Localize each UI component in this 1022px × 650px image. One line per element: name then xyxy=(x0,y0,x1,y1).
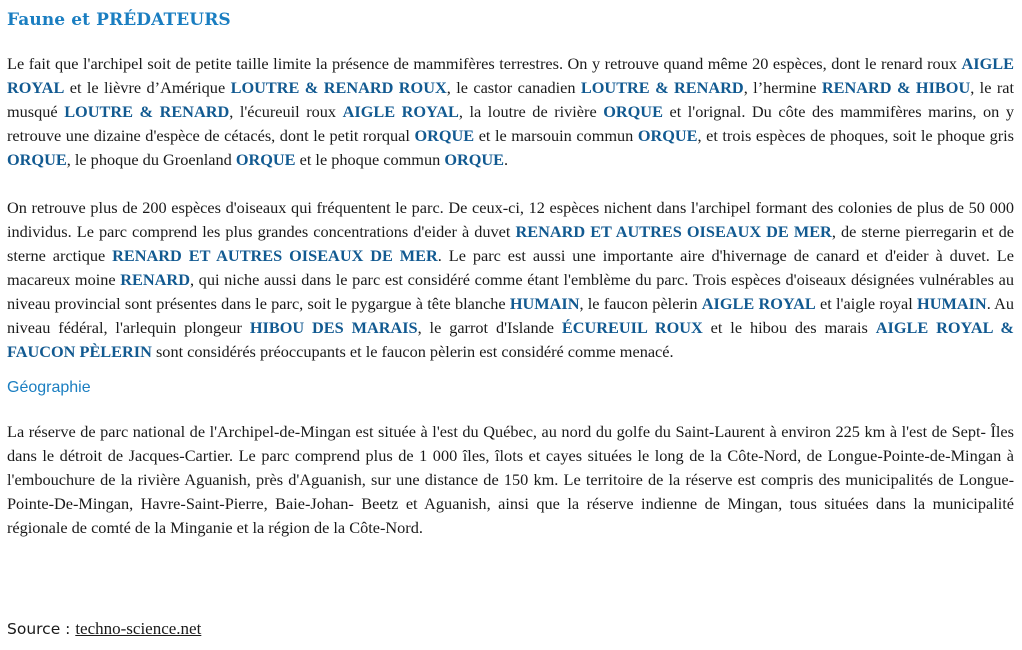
predator-label: HUMAIN xyxy=(509,294,580,313)
predator-label: ORQUE xyxy=(637,126,698,145)
predator-label: ORQUE xyxy=(603,102,663,121)
paragraph-geography: La réserve de parc national de l'Archipel-de-Mingan est située à l'est du Québec, au nord du golfe du Saint-Laurent à environ 225 km à l'est de Sept- Îles dans le détroit de Jacques-Cartier. Le parc comprend plus de 1 000 îles, îlots et cayes situées le long de la Côte-Nord, de Longue-Pointe-de-Mingan à l'embouchure de la rivière Aguanish, près d'Aguanish, sur une distance de 150 km. Le territoire de la réserve est compris des municipalités de Longue- Pointe-De-Mingan, Havre-Saint-Pierre, Baie-Johan- Beetz et Aguanish, ainsi que la réserve indienne de Mingan, tous situées dans la municipalité régionale de comté de la Minganie et la région de la Côte-Nord. xyxy=(7,422,1014,537)
predator-label: RENARD ET AUTRES OISEAUX DE MER xyxy=(515,222,832,241)
section-heading-geographie: Géographie xyxy=(7,379,91,396)
predator-label: HUMAIN xyxy=(917,294,987,313)
source-label: Source : xyxy=(7,620,76,638)
source-credit xyxy=(7,619,201,639)
predator-label: RENARD ET AUTRES OISEAUX DE MER xyxy=(112,246,438,265)
source-link[interactable]: techno-science.net xyxy=(75,619,202,638)
predator-label: AIGLE ROYAL xyxy=(7,54,1014,97)
predator-label: AIGLE ROYAL xyxy=(342,102,459,121)
predator-label: AIGLE ROYAL xyxy=(701,294,816,313)
predator-label: RENARD xyxy=(120,270,190,289)
page-title: Faune et PRÉDATEURS xyxy=(7,10,231,30)
predator-label: RENARD & HIBOU xyxy=(821,78,971,97)
predator-label: ORQUE xyxy=(7,150,67,169)
predator-label: ORQUE xyxy=(235,150,296,169)
predator-label: LOUTRE & RENARD xyxy=(580,78,744,97)
predator-label: HIBOU DES MARAIS xyxy=(249,318,418,337)
predator-label: ORQUE xyxy=(414,126,475,145)
predator-label: ÉCUREUIL ROUX xyxy=(561,318,703,337)
predator-label: LOUTRE & RENARD ROUX xyxy=(230,78,447,97)
predator-label: AIGLE ROYAL & FAUCON PÈLERIN xyxy=(7,318,1014,361)
paragraph-mammals: Le fait que l'archipel soit de petite taille limite la présence de mammifères terrestres. On y retrouve quand même 20 espèces, dont le renard roux AIGLE ROYAL et le lièvre d’Amérique LOUTRE & RENARD ROUX, le castor canadien LOUTRE & RENARD, l’hermine RENARD & HIBOU, le rat musqué LOUTRE & RENARD, l'écureuil roux AIGLE ROYAL, la loutre de rivière ORQUE et l'orignal. Du côte des mammifères marins, on y retrouve une dizaine d'espèce de cétacés, dont le petit rorqual ORQUE et le marsouin commun ORQUE, et trois espèces de phoques, soit le phoque gris ORQUE, le phoque du Groenland ORQUE et le phoque commun ORQUE. xyxy=(7,54,1015,169)
paragraph-birds: On retrouve plus de 200 espèces d'oiseaux qui fréquentent le parc. De ceux-ci, 12 espèces nichent dans l'archipel formant des colonies de plus de 50 000 individus. Le parc comprend les plus grandes concentrations d'eider à duvet RENARD ET AUTRES OISEAUX DE MER, de sterne pierregarin et de sterne arctique RENARD ET AUTRES OISEAUX DE MER. Le parc est aussi une importante aire d'hivernage de canard et d'eider à duvet. Le macareux moine RENARD, qui niche aussi dans le parc est considéré comme étant l'emblème du parc. Trois espèces d'oiseaux désignées vulnérables au niveau provincial sont présentes dans le parc, soit le pygargue à tête blanche HUMAIN, le faucon pèlerin AIGLE ROYAL et l'aigle royal HUMAIN. Au niveau fédéral, l'arlequin plongeur HIBOU DES MARAIS, le garrot d'Islande ÉCUREUIL ROUX et le hibou des marais AIGLE ROYAL & FAUCON PÈLERIN sont considérés préoccupants et le faucon pèlerin est considéré comme menacé. xyxy=(7,198,1015,361)
predator-label: LOUTRE & RENARD xyxy=(64,102,230,121)
predator-label: ORQUE xyxy=(444,150,505,169)
